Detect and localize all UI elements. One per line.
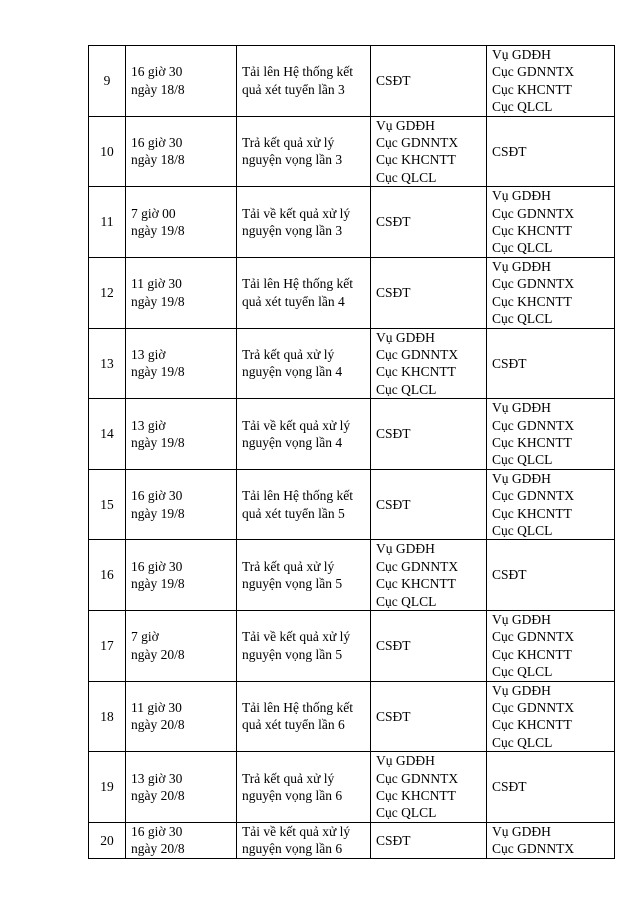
lead-unit-cell [371, 257, 487, 328]
task-cell [237, 540, 371, 611]
table-row [89, 46, 615, 117]
time-cell [126, 257, 237, 328]
task-line: Tải lên Hệ thống kết [242, 700, 353, 716]
task-line: Trả kết quả xử lý [242, 346, 335, 362]
table-row [89, 469, 615, 540]
time-cell [126, 399, 237, 470]
lead-unit-line: CSĐT [376, 284, 411, 300]
lead-unit-line: Vụ GDĐH [376, 753, 435, 769]
coop-unit-line: Cục GDNNTX [492, 700, 575, 716]
row-number-cell: 11 [89, 187, 126, 258]
row-number-cell: 16 [89, 540, 126, 611]
coop-unit-line: Cục GDNNTX [492, 488, 575, 504]
coop-unit-cell [487, 399, 615, 470]
row-number-cell: 15 [89, 469, 126, 540]
lead-unit-line: CSĐT [376, 73, 411, 89]
lead-unit-cell [371, 752, 487, 823]
row-number-cell: 20 [89, 822, 126, 858]
lead-unit-line: Vụ GDĐH [376, 541, 435, 557]
coop-unit-line: Vụ GDĐH [492, 470, 551, 486]
task-line: nguyện vọng lần 6 [242, 788, 343, 804]
coop-unit-line: Cục KHCNTT [492, 223, 572, 239]
task-line: nguyện vọng lần 5 [242, 646, 343, 662]
coop-unit-cell [487, 187, 615, 258]
lead-unit-line: Cục QLCL [376, 169, 437, 185]
task-line: nguyện vọng lần 3 [242, 223, 343, 239]
lead-unit-line: Cục GDNNTX [376, 558, 459, 574]
task-cell [237, 822, 371, 858]
time-line: ngày 20/8 [131, 841, 185, 857]
time-line: 11 giờ 30 [131, 700, 182, 716]
task-line: quả xét tuyển lần 6 [242, 717, 345, 733]
lead-unit-cell [371, 46, 487, 117]
lead-unit-cell [371, 469, 487, 540]
task-line: Tải về kết quả xử lý [242, 417, 351, 433]
coop-unit-cell [487, 469, 615, 540]
row-number-cell: 19 [89, 752, 126, 823]
coop-unit-cell [487, 328, 615, 399]
time-line: ngày 19/8 [131, 293, 185, 309]
time-cell [126, 752, 237, 823]
coop-unit-line: Vụ GDĐH [492, 47, 551, 62]
table-row [89, 681, 615, 752]
table-row [89, 187, 615, 258]
lead-unit-line: Cục QLCL [376, 593, 437, 609]
lead-unit-line: CSĐT [376, 832, 411, 848]
lead-unit-line: Cục KHCNTT [376, 576, 456, 592]
coop-unit-cell [487, 116, 615, 187]
coop-unit-line: Cục QLCL [492, 522, 553, 538]
task-cell [237, 328, 371, 399]
task-line: quả xét tuyển lần 3 [242, 81, 345, 97]
time-cell [126, 540, 237, 611]
coop-unit-line: Vụ GDĐH [492, 823, 551, 839]
coop-unit-line: Cục GDNNTX [492, 205, 575, 221]
lead-unit-line: CSĐT [376, 496, 411, 512]
time-line: 16 giờ 30 [131, 823, 183, 839]
lead-unit-cell [371, 116, 487, 187]
lead-unit-line: Vụ GDĐH [376, 117, 435, 133]
lead-unit-line: CSĐT [376, 708, 411, 724]
coop-unit-cell [487, 46, 615, 117]
time-cell [126, 822, 237, 858]
lead-unit-line: Cục QLCL [376, 381, 437, 397]
time-line: ngày 18/8 [131, 152, 185, 168]
lead-unit-line: Cục QLCL [376, 805, 437, 821]
table-row [89, 540, 615, 611]
task-line: Tải lên Hệ thống kết [242, 276, 353, 292]
coop-unit-line: Cục QLCL [492, 99, 553, 115]
coop-unit-line: CSĐT [492, 567, 527, 583]
coop-unit-line: CSĐT [492, 779, 527, 795]
row-number-cell: 12 [89, 257, 126, 328]
time-line: ngày 20/8 [131, 788, 185, 804]
coop-unit-cell [487, 681, 615, 752]
task-line: Trả kết quả xử lý [242, 558, 335, 574]
table-row [89, 611, 615, 682]
task-cell [237, 752, 371, 823]
coop-unit-line: Cục QLCL [492, 664, 553, 680]
schedule-table-body [89, 46, 615, 859]
time-line: 7 giờ 00 [131, 205, 176, 221]
row-number-cell: 14 [89, 399, 126, 470]
coop-unit-line: Cục KHCNTT [492, 505, 572, 521]
time-cell [126, 116, 237, 187]
coop-unit-line: Vụ GDĐH [492, 188, 551, 204]
lead-unit-line: CSĐT [376, 638, 411, 654]
lead-unit-line: Vụ GDĐH [376, 329, 435, 345]
coop-unit-line: Cục KHCNTT [492, 293, 572, 309]
time-line: ngày 19/8 [131, 434, 185, 450]
coop-unit-line: Vụ GDĐH [492, 258, 551, 274]
lead-unit-cell [371, 822, 487, 858]
task-line: Tải về kết quả xử lý [242, 629, 351, 645]
lead-unit-cell [371, 540, 487, 611]
task-line: Tải lên Hệ thống kết [242, 64, 353, 80]
coop-unit-line: Cục GDNNTX [492, 64, 575, 80]
time-line: ngày 19/8 [131, 364, 185, 380]
task-line: Trả kết quả xử lý [242, 135, 335, 151]
table-row [89, 399, 615, 470]
coop-unit-line: CSĐT [492, 355, 527, 371]
task-line: quả xét tuyển lần 4 [242, 293, 345, 309]
lead-unit-cell [371, 611, 487, 682]
coop-unit-line: CSĐT [492, 143, 527, 159]
coop-unit-line: Cục KHCNTT [492, 646, 572, 662]
time-line: ngày 20/8 [131, 717, 185, 733]
lead-unit-cell [371, 187, 487, 258]
task-line: Tải về kết quả xử lý [242, 823, 351, 839]
table-row [89, 822, 615, 858]
lead-unit-line: Cục KHCNTT [376, 152, 456, 168]
time-cell [126, 187, 237, 258]
row-number-cell: 13 [89, 328, 126, 399]
coop-unit-cell [487, 540, 615, 611]
lead-unit-cell [371, 681, 487, 752]
time-line: 16 giờ 30 [131, 558, 183, 574]
lead-unit-line: Cục GDNNTX [376, 346, 459, 362]
row-number-cell: 18 [89, 681, 126, 752]
task-line: nguyện vọng lần 4 [242, 364, 343, 380]
time-line: 13 giờ [131, 417, 166, 433]
time-line: 7 giờ [131, 629, 159, 645]
lead-unit-line: Cục KHCNTT [376, 788, 456, 804]
task-line: quả xét tuyển lần 5 [242, 505, 345, 521]
task-cell [237, 681, 371, 752]
lead-unit-line: Cục KHCNTT [376, 364, 456, 380]
task-line: nguyện vọng lần 5 [242, 576, 343, 592]
coop-unit-cell [487, 822, 615, 858]
row-number-cell: 10 [89, 116, 126, 187]
time-cell [126, 469, 237, 540]
time-line: 13 giờ [131, 346, 166, 362]
coop-unit-line: Cục KHCNTT [492, 434, 572, 450]
lead-unit-line: CSĐT [376, 426, 411, 442]
task-line: nguyện vọng lần 3 [242, 152, 343, 168]
task-line: Tải lên Hệ thống kết [242, 488, 353, 504]
coop-unit-cell [487, 257, 615, 328]
time-cell [126, 611, 237, 682]
table-row [89, 116, 615, 187]
lead-unit-line: CSĐT [376, 214, 411, 230]
coop-unit-line: Cục GDNNTX [492, 417, 575, 433]
task-cell [237, 611, 371, 682]
coop-unit-line: Cục QLCL [492, 452, 553, 468]
time-line: 13 giờ 30 [131, 770, 183, 786]
task-cell [237, 469, 371, 540]
coop-unit-line: Cục QLCL [492, 734, 553, 750]
task-line: Tải về kết quả xử lý [242, 205, 351, 221]
task-cell [237, 257, 371, 328]
task-line: nguyện vọng lần 4 [242, 434, 343, 450]
coop-unit-line: Cục GDNNTX [492, 841, 575, 857]
coop-unit-line: Cục KHCNTT [492, 81, 572, 97]
coop-unit-line: Cục GDNNTX [492, 629, 575, 645]
schedule-table [88, 45, 615, 859]
task-cell [237, 187, 371, 258]
time-line: 11 giờ 30 [131, 276, 182, 292]
lead-unit-cell [371, 399, 487, 470]
lead-unit-line: Cục GDNNTX [376, 135, 459, 151]
coop-unit-line: Vụ GDĐH [492, 612, 551, 627]
lead-unit-line: Cục GDNNTX [376, 770, 459, 786]
time-line: 16 giờ 30 [131, 135, 183, 151]
coop-unit-cell [487, 611, 615, 682]
coop-unit-line: Cục GDNNTX [492, 276, 575, 292]
time-cell [126, 46, 237, 117]
task-cell [237, 399, 371, 470]
time-line: ngày 18/8 [131, 81, 185, 97]
table-row [89, 257, 615, 328]
table-row [89, 752, 615, 823]
task-line: Trả kết quả xử lý [242, 770, 335, 786]
time-cell [126, 681, 237, 752]
coop-unit-line: Vụ GDĐH [492, 682, 551, 698]
time-line: ngày 19/8 [131, 505, 185, 521]
table-row [89, 328, 615, 399]
time-line: 16 giờ 30 [131, 64, 183, 80]
row-number-cell: 9 [89, 46, 126, 117]
time-line: ngày 20/8 [131, 646, 185, 662]
coop-unit-line: Cục QLCL [492, 240, 553, 256]
row-number-cell: 17 [89, 611, 126, 682]
coop-unit-cell [487, 752, 615, 823]
lead-unit-cell [371, 328, 487, 399]
time-line: ngày 19/8 [131, 576, 185, 592]
task-cell [237, 46, 371, 117]
time-line: ngày 19/8 [131, 223, 185, 239]
coop-unit-line: Cục KHCNTT [492, 717, 572, 733]
task-line: nguyện vọng lần 6 [242, 841, 343, 857]
time-line: 16 giờ 30 [131, 488, 183, 504]
task-cell [237, 116, 371, 187]
time-cell [126, 328, 237, 399]
coop-unit-line: Cục QLCL [492, 311, 553, 327]
coop-unit-line: Vụ GDĐH [492, 400, 551, 416]
